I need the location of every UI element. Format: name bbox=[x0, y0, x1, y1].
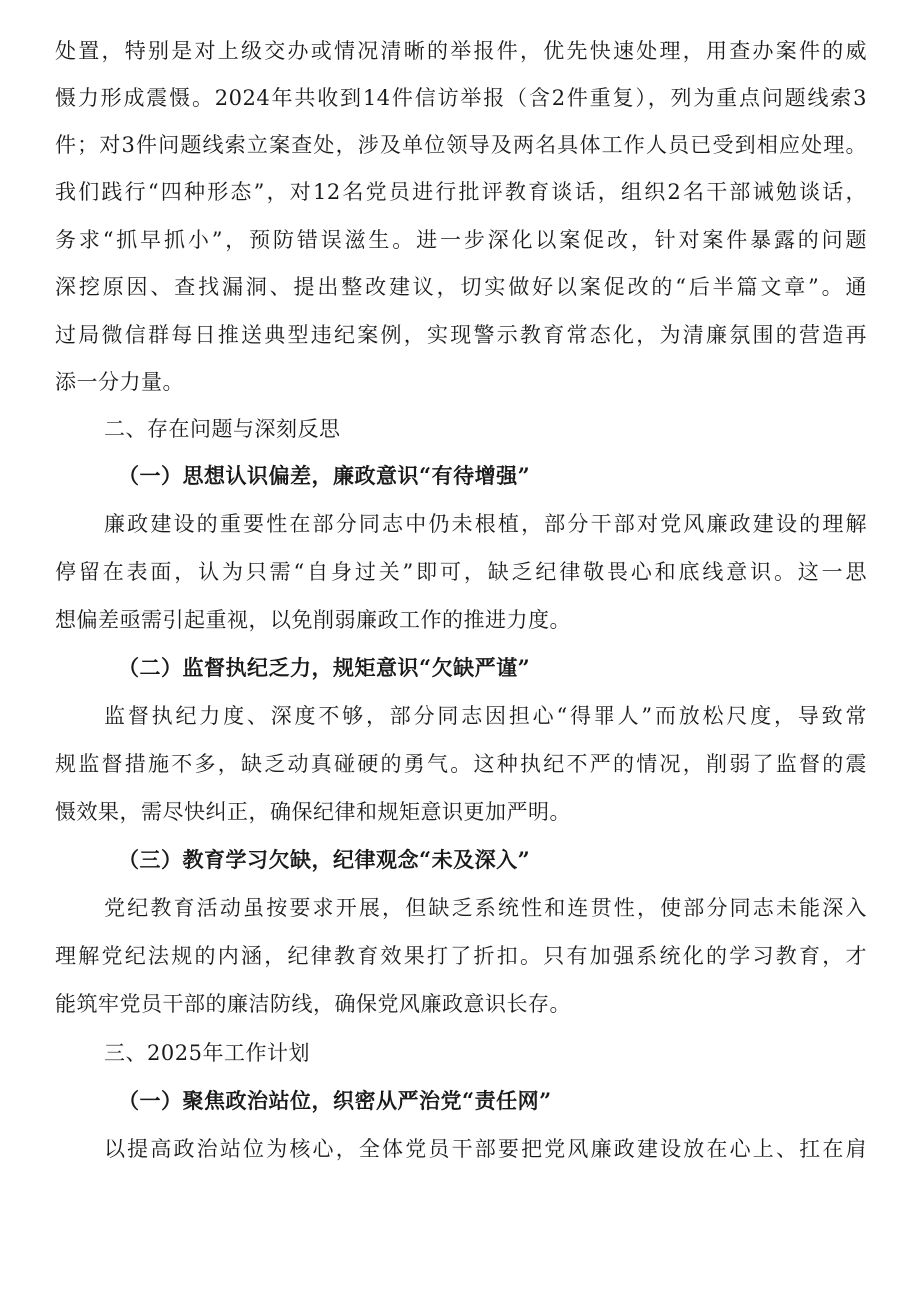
subsection-heading: （一）聚焦政治站位，织密从严治党“责任网” bbox=[118, 1088, 552, 1113]
paragraph-line: 党纪教育活动虽按要求开展，但缺乏系统性和连贯性，使部分同志未能深入 bbox=[104, 896, 867, 920]
section-heading: 三、2025年工作计划 bbox=[104, 1041, 310, 1065]
paragraph-line: 添一分力量。 bbox=[55, 370, 184, 394]
paragraph-line: 处置，特别是对上级交办或情况清晰的举报件，优先快速处理，用查办案件的威 bbox=[55, 39, 867, 63]
paragraph-line: 件；对3件问题线索立案查处，涉及单位领导及两名具体工作人员已受到相应处理。 bbox=[55, 133, 867, 157]
paragraph-line: 以提高政治站位为核心，全体党员干部要把党风廉政建设放在心上、扛在肩 bbox=[104, 1137, 867, 1161]
paragraph-line: 想偏差亟需引起重视，以免削弱廉政工作的推进力度。 bbox=[55, 608, 571, 632]
paragraph-line: 我们践行“四种形态”，对12名党员进行批评教育谈话，组织2名干部诫勉谈话， bbox=[55, 180, 867, 204]
paragraph-line: 廉政建设的重要性在部分同志中仍未根植，部分干部对党风廉政建设的理解 bbox=[104, 512, 867, 536]
paragraph-line: 停留在表面，认为只需“自身过关”即可，缺乏纪律敬畏心和底线意识。这一思 bbox=[55, 560, 867, 584]
subsection-heading: （二）监督执纪乏力，规矩意识“欠缺严谨” bbox=[118, 655, 531, 680]
paragraph-line: 理解党纪法规的内涵，纪律教育效果打了折扣。只有加强系统化的学习教育，才 bbox=[55, 944, 867, 968]
paragraph-line: 慑力形成震慑。2024年共收到14件信访举报（含2件重复），列为重点问题线索3 bbox=[55, 86, 867, 110]
paragraph-line: 慑效果，需尽快纠正，确保纪律和规矩意识更加严明。 bbox=[55, 800, 571, 824]
section-heading: 二、存在问题与深刻反思 bbox=[104, 417, 341, 441]
paragraph-line: 规监督措施不多，缺乏动真碰硬的勇气。这种执纪不严的情况，削弱了监督的震 bbox=[55, 752, 867, 776]
paragraph-line: 过局微信群每日推送典型违纪案例，实现警示教育常态化，为清廉氛围的营造再 bbox=[55, 323, 867, 347]
subsection-heading: （一）思想认识偏差，廉政意识“有待增强” bbox=[118, 463, 531, 488]
paragraph-line: 务求“抓早抓小”，预防错误滋生。进一步深化以案促改，针对案件暴露的问题 bbox=[55, 228, 867, 252]
paragraph-line: 能筑牢党员干部的廉洁防线，确保党风廉政意识长存。 bbox=[55, 992, 571, 1016]
subsection-heading: （三）教育学习欠缺，纪律观念“未及深入” bbox=[118, 847, 531, 872]
paragraph-line: 监督执纪力度、深度不够，部分同志因担心“得罪人”而放松尺度，导致常 bbox=[104, 704, 867, 728]
paragraph-line: 深挖原因、查找漏洞、提出整改建议，切实做好以案促改的“后半篇文章”。通 bbox=[55, 275, 867, 299]
